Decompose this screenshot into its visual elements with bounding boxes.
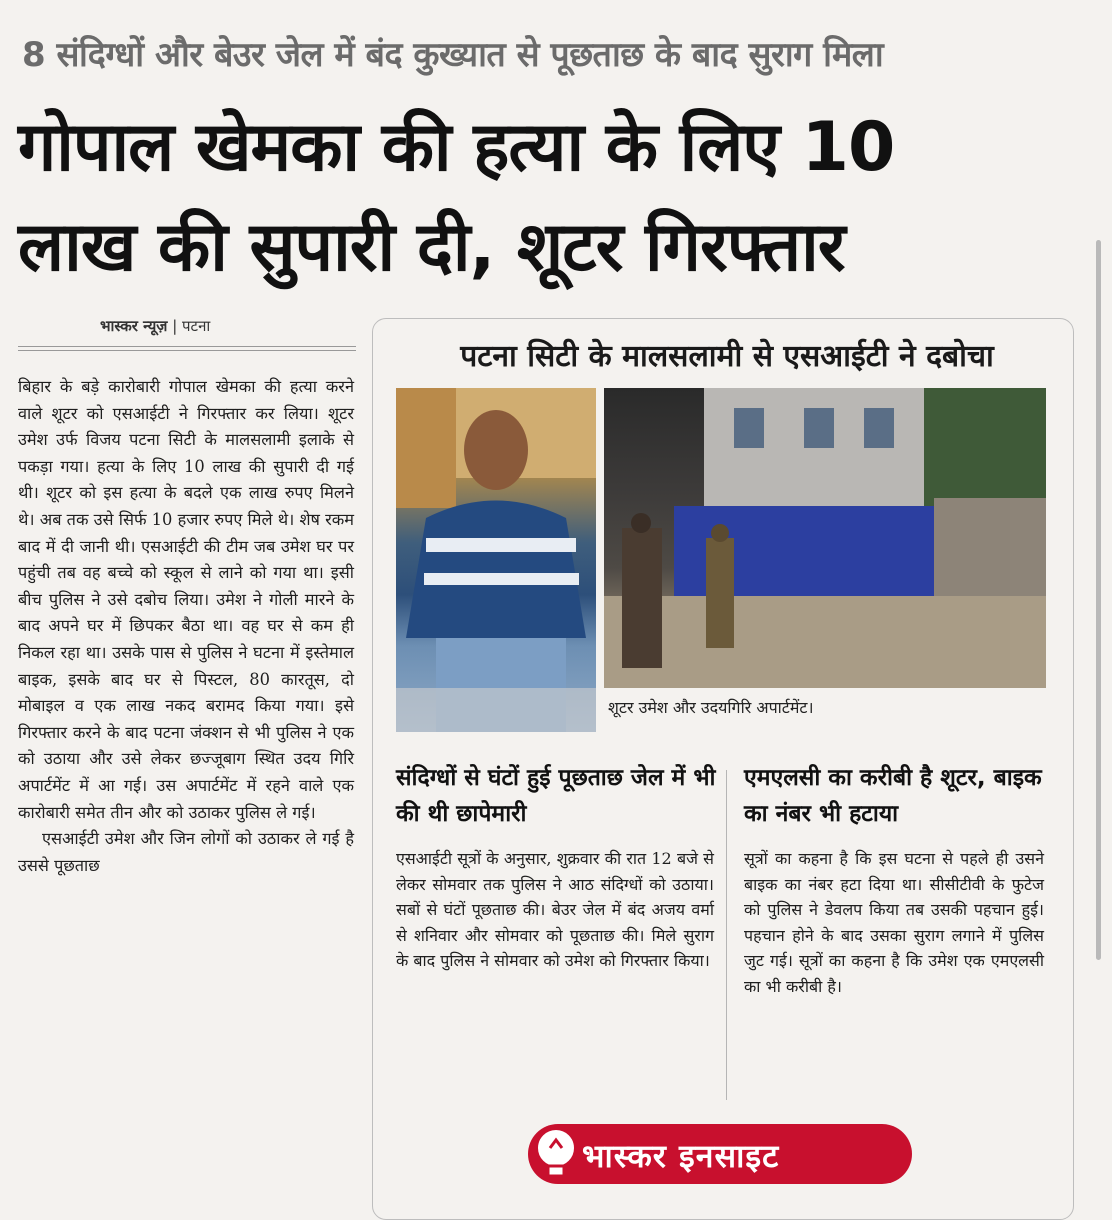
headline-line-2: लाख की सुपारी दी, शूटर गिरफ्तार (18, 208, 845, 287)
shooter-photo-art (396, 388, 596, 732)
byline-city: पटना (182, 317, 211, 335)
headline-line-1: गोपाल खेमका की हत्या के लिए 10 (18, 108, 895, 187)
photo-caption: शूटर उमेश और उदयगिरि अपार्टमेंट। (608, 698, 814, 717)
divider (18, 346, 356, 347)
body-paragraph-2: एसआईटी उमेश और जिन लोगों को उठाकर ले गई है उससे पूछताछ (18, 829, 354, 875)
box-title: पटना सिटी के मालसलामी से एसआईटी ने दबोचा (460, 339, 994, 374)
subhead-mlc: एमएलसी का करीबी है शूटर, बाइक का नंबर भी हटाया (744, 765, 1042, 827)
article-body (18, 374, 354, 879)
byline-separator: | (172, 317, 178, 335)
subhead-interrogation: संदिग्धों से घंटों हुई पूछताछ जेल में भी की थी छापेमारी (396, 765, 716, 827)
body-paragraph-1: बिहार के बड़े कारोबारी गोपाल खेमका की हत्या करने वाले शूटर को एसआईटी ने गिरफ्तार कर लिया। शूटर उमेश उर्फ विजय पटना सिटी के मालसलामी इलाके से पकड़ा गया। हत्या के लिए 10 लाख की सुपारी दी गई थी। शूटर को इस हत्या के बदले एक लाख रुपए मिलने थे। अब तक उसे सिर्फ 10 हजार रुपए मिले थे। शेष रकम बाद में दी जानी थी। एसआईटी की टीम जब उमेश घर पर पहुंची तब वह बच्चे को स्कूल से लाने को गया था। इसी बीच पुलिस ने उसे दबोच लिया। उमेश ने गोली मारने के बाद अपने घर में छिपकर बैठा था। वह घर से कम ही निकल रहा था। उसके पास से पुलिस ने घटना में इस्तेमाल बाइक, इसके बाद घर से पिस्टल, 80 कारतूस, दो मोबाइल व एक लाख नकद बरामद किया गया। इसे गिरफ्तार करने के बाद पटना जंक्शन से भी पुलिस ने एक को उठाया और उसे लेकर छज्जूबाग स्थित उदय गिरि अपार्टमेंट में आ गई। उस अपार्टमेंट में रहने वाले एक कारोबारी समेत तीन और को उठाकर पुलिस ले गई। (18, 377, 354, 822)
subbody-mlc: सूत्रों का कहना है कि इस घटना से पहले ही उसने बाइक का नंबर हटा दिया था। सीसीटीवी के फुटेज को पुलिस ने डेवलप किया तब उसकी पहचान हुई। पहचान होने के बाद उसका सुराग लगाने में पुलिस जुट गई। सूत्रों का कहना है कि उमेश एक एमएलसी का भी करीबी है। (744, 849, 1044, 996)
subbody-interrogation: एसआईटी सूत्रों के अनुसार, शुक्रवार की रात 12 बजे से लेकर सोमवार तक पुलिस ने आठ संदिग्धों को उठाया। सबों से घंटों पूछताछ की। बेउर जेल में बंद अजय वर्मा से शनिवार और सोमवार को पूछताछ की। मिले सुराग के बाद पुलिस ने सोमवार को उमेश को गिरफ्तार किया। (396, 849, 714, 970)
insight-label: भास्कर इनसाइट (582, 1137, 780, 1175)
byline-source: भास्कर न्यूज़ (100, 317, 168, 335)
divider (18, 350, 356, 351)
byline (100, 316, 210, 336)
column-divider (726, 770, 727, 1100)
apartment-photo (604, 388, 1046, 688)
scrollbar[interactable] (1096, 240, 1101, 960)
shooter-photo (396, 388, 596, 732)
kicker-headline: 8 संदिग्धों और बेउर जेल में बंद कुख्यात से पूछताछ के बाद सुराग मिला (22, 35, 884, 75)
lightbulb-icon (530, 1122, 582, 1184)
main-headline (18, 98, 1088, 298)
apartment-photo-art (604, 388, 1046, 688)
